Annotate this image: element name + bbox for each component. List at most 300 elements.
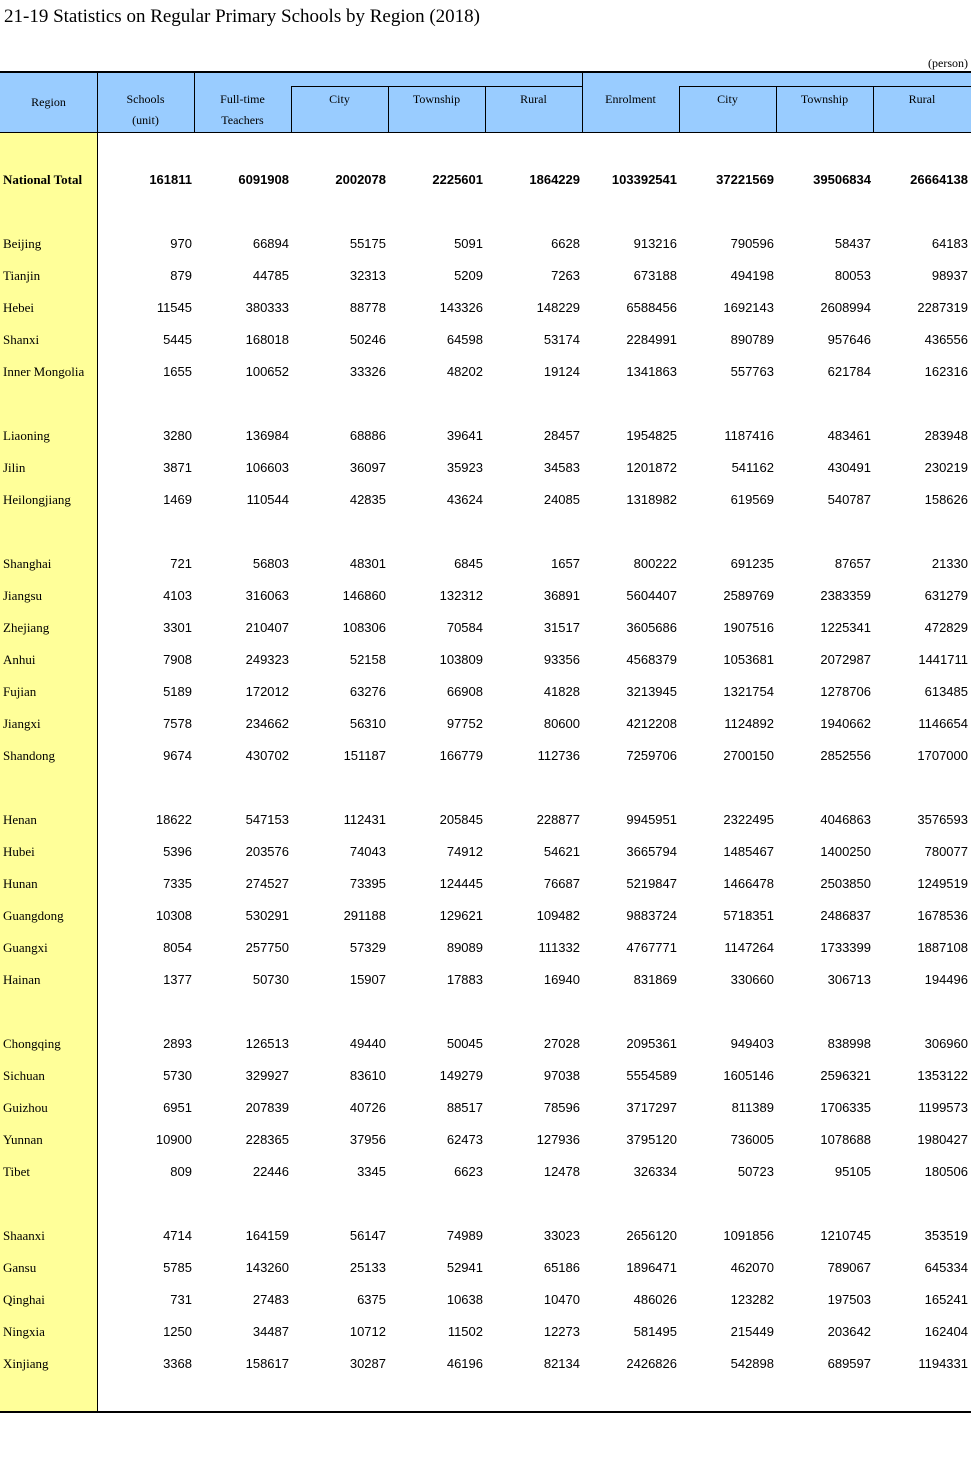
table-row <box>0 812 971 832</box>
cell-teachers-city: 52158 <box>349 652 386 667</box>
cell-enrolment: 3665794 <box>626 844 677 859</box>
cell-enrolment-township: 1210745 <box>820 1228 871 1243</box>
cell-enrolment-rural: 162404 <box>924 1324 968 1339</box>
cell-enrolment: 1341863 <box>626 364 677 379</box>
cell-teachers-township: 39641 <box>446 428 483 443</box>
cell-enrolment-city: 1053681 <box>723 652 774 667</box>
cell-teachers-township: 52941 <box>446 1260 483 1275</box>
table-row <box>0 300 971 320</box>
row-region: Shanghai <box>3 556 52 571</box>
cell-teachers-rural: 127936 <box>536 1132 580 1147</box>
cell-teachers: 136984 <box>245 428 289 443</box>
cell-teachers-rural: 97038 <box>543 1068 580 1083</box>
cell-enrolment: 326334 <box>633 1164 677 1179</box>
cell-teachers-township: 149279 <box>439 1068 483 1083</box>
header-enrolment-township: Township <box>800 92 849 106</box>
cell-schools: 7578 <box>163 716 192 731</box>
cell-enrolment-township: 197503 <box>827 1292 871 1307</box>
table-row <box>0 844 971 864</box>
cell-teachers-rural: 53174 <box>543 332 580 347</box>
cell-teachers-city: 56147 <box>349 1228 386 1243</box>
cell-teachers: 430702 <box>245 748 289 763</box>
cell-teachers: 207839 <box>245 1100 289 1115</box>
cell-schools: 1469 <box>163 492 192 507</box>
row-region: National Total <box>3 172 83 187</box>
cell-enrolment-township: 2503850 <box>820 876 871 891</box>
cell-enrolment-rural: 230219 <box>924 460 968 475</box>
cell-teachers-city: 291188 <box>343 908 386 923</box>
cell-teachers-rural: 41828 <box>543 684 580 699</box>
cell-enrolment: 486026 <box>633 1292 677 1307</box>
row-region: Hubei <box>3 844 35 859</box>
cell-schools: 18622 <box>155 812 192 827</box>
cell-schools: 3368 <box>163 1356 192 1371</box>
cell-schools: 3280 <box>163 428 192 443</box>
cell-enrolment-city: 1466478 <box>723 876 774 891</box>
cell-teachers-city: 40726 <box>349 1100 386 1115</box>
cell-enrolment-city: 541162 <box>731 460 774 475</box>
cell-enrolment-rural: 436556 <box>924 332 968 347</box>
cell-enrolment: 3717297 <box>626 1100 677 1115</box>
cell-teachers-township: 124445 <box>439 876 483 891</box>
table-row <box>0 492 971 512</box>
cell-enrolment-rural: 645334 <box>924 1260 968 1275</box>
cell-enrolment-township: 1225341 <box>820 620 871 635</box>
cell-teachers-city: 30287 <box>349 1356 386 1371</box>
cell-teachers: 126513 <box>245 1036 289 1051</box>
cell-teachers-rural: 228877 <box>536 812 580 827</box>
cell-enrolment-township: 540787 <box>827 492 871 507</box>
header-teachers-line1: Full-time <box>220 92 265 106</box>
cell-teachers-city: 57329 <box>349 940 386 955</box>
cell-enrolment-city: 215449 <box>730 1324 774 1339</box>
cell-enrolment-rural: 180506 <box>924 1164 968 1179</box>
cell-teachers-rural: 1864229 <box>529 172 580 187</box>
table-row <box>0 1292 971 1312</box>
row-region: Guangdong <box>3 908 64 923</box>
header-teachers <box>194 89 291 131</box>
cell-schools: 731 <box>170 1292 192 1307</box>
cell-enrolment-city: 50723 <box>737 1164 774 1179</box>
cell-enrolment-city: 1605146 <box>723 1068 774 1083</box>
cell-enrolment-rural: 1887108 <box>917 940 968 955</box>
cell-enrolment: 7259706 <box>626 748 677 763</box>
cell-teachers: 274527 <box>245 876 289 891</box>
cell-teachers-township: 5209 <box>454 268 483 283</box>
sub-header-rule-left <box>291 86 582 87</box>
cell-teachers-township: 129621 <box>439 908 483 923</box>
row-region: Hainan <box>3 972 41 987</box>
cell-enrolment: 1896471 <box>626 1260 677 1275</box>
cell-schools: 879 <box>170 268 192 283</box>
cell-teachers-rural: 1657 <box>551 556 580 571</box>
cell-enrolment-township: 483461 <box>827 428 871 443</box>
divider-city <box>388 86 389 132</box>
cell-teachers-township: 10638 <box>446 1292 483 1307</box>
cell-teachers-rural: 93356 <box>543 652 580 667</box>
row-region: Tianjin <box>3 268 41 283</box>
cell-enrolment-township: 95105 <box>834 1164 871 1179</box>
cell-teachers-city: 63276 <box>349 684 386 699</box>
cell-schools: 3871 <box>163 460 192 475</box>
cell-teachers-township: 43624 <box>446 492 483 507</box>
cell-enrolment-rural: 780077 <box>924 844 968 859</box>
cell-teachers-rural: 28457 <box>543 428 580 443</box>
cell-enrolment-city: 5718351 <box>723 908 774 923</box>
cell-teachers-city: 146860 <box>342 588 386 603</box>
cell-teachers-township: 5091 <box>454 236 483 251</box>
divider-enrolment <box>582 72 583 132</box>
row-region: Anhui <box>3 652 36 667</box>
cell-teachers-rural: 76687 <box>543 876 580 891</box>
cell-schools: 5730 <box>163 1068 192 1083</box>
cell-teachers-township: 46196 <box>446 1356 483 1371</box>
unit-label: (person) <box>928 56 968 70</box>
row-region: Gansu <box>3 1260 37 1275</box>
cell-teachers-city: 50246 <box>349 332 386 347</box>
cell-enrolment-rural: 1353122 <box>917 1068 968 1083</box>
cell-enrolment-rural: 26664138 <box>910 172 968 187</box>
cell-teachers-township: 103809 <box>439 652 483 667</box>
cell-teachers-city: 25133 <box>349 1260 386 1275</box>
cell-teachers: 34487 <box>252 1324 289 1339</box>
table-row <box>0 1356 971 1376</box>
cell-enrolment-township: 1940662 <box>820 716 871 731</box>
cell-teachers-rural: 36891 <box>543 588 580 603</box>
cell-enrolment: 2426826 <box>626 1356 677 1371</box>
cell-schools: 10308 <box>155 908 192 923</box>
cell-enrolment-city: 949403 <box>730 1036 774 1051</box>
table-row <box>0 908 971 928</box>
cell-teachers-rural: 31517 <box>543 620 580 635</box>
row-region: Shanxi <box>3 332 40 347</box>
cell-enrolment-rural: 613485 <box>924 684 968 699</box>
cell-teachers: 158617 <box>245 1356 289 1371</box>
table-row <box>0 748 971 768</box>
cell-enrolment-city: 890789 <box>730 332 774 347</box>
cell-enrolment: 913216 <box>633 236 677 251</box>
cell-teachers-rural: 54621 <box>543 844 580 859</box>
row-region: Sichuan <box>3 1068 45 1083</box>
cell-enrolment-township: 2596321 <box>820 1068 871 1083</box>
sub-header-rule-right <box>679 86 971 87</box>
table-row <box>0 684 971 704</box>
cell-teachers-rural: 12273 <box>543 1324 580 1339</box>
cell-enrolment: 5554589 <box>626 1068 677 1083</box>
cell-teachers: 329927 <box>245 1068 289 1083</box>
cell-enrolment-city: 790596 <box>730 236 774 251</box>
cell-teachers-city: 49440 <box>349 1036 386 1051</box>
cell-enrolment: 5219847 <box>626 876 677 891</box>
cell-teachers: 50730 <box>252 972 289 987</box>
cell-teachers-rural: 112736 <box>537 748 580 763</box>
cell-teachers-city: 42835 <box>349 492 386 507</box>
table-row <box>0 332 971 352</box>
cell-teachers-rural: 6628 <box>551 236 580 251</box>
cell-teachers: 6091908 <box>238 172 289 187</box>
row-region: Jiangxi <box>3 716 41 731</box>
cell-teachers-rural: 24085 <box>543 492 580 507</box>
cell-enrolment-city: 619569 <box>730 492 774 507</box>
cell-enrolment: 2095361 <box>626 1036 677 1051</box>
cell-enrolment: 673188 <box>633 268 677 283</box>
table-row <box>0 1260 971 1280</box>
cell-enrolment: 3795120 <box>626 1132 677 1147</box>
cell-teachers-city: 6375 <box>357 1292 386 1307</box>
cell-enrolment: 3605686 <box>626 620 677 635</box>
cell-teachers-township: 66908 <box>446 684 483 699</box>
cell-teachers-city: 32313 <box>349 268 386 283</box>
cell-teachers-township: 97752 <box>446 716 483 731</box>
table-top-border <box>0 71 971 73</box>
cell-enrolment-township: 957646 <box>827 332 871 347</box>
cell-teachers: 22446 <box>252 1164 289 1179</box>
divider-enrol-township <box>776 86 777 132</box>
cell-teachers-city: 55175 <box>349 236 386 251</box>
cell-teachers: 172012 <box>245 684 289 699</box>
cell-enrolment-rural: 1678536 <box>917 908 968 923</box>
header-schools-line1: Schools <box>126 92 165 106</box>
cell-teachers-township: 6623 <box>454 1164 483 1179</box>
header-enrolment-city: City <box>717 92 738 106</box>
cell-enrolment-township: 203642 <box>827 1324 871 1339</box>
cell-enrolment-city: 2322495 <box>723 812 774 827</box>
cell-teachers-township: 64598 <box>446 332 483 347</box>
cell-schools: 4714 <box>163 1228 192 1243</box>
cell-enrolment-rural: 353519 <box>924 1228 968 1243</box>
cell-enrolment-city: 2589769 <box>723 588 774 603</box>
cell-teachers-rural: 82134 <box>543 1356 580 1371</box>
cell-enrolment-township: 2852556 <box>820 748 871 763</box>
cell-schools: 161811 <box>149 172 192 187</box>
cell-schools: 7335 <box>163 876 192 891</box>
cell-teachers-rural: 16940 <box>543 972 580 987</box>
table-row <box>0 556 971 576</box>
cell-enrolment: 9883724 <box>626 908 677 923</box>
cell-schools: 10900 <box>155 1132 192 1147</box>
cell-teachers-rural: 33023 <box>543 1228 580 1243</box>
cell-schools: 809 <box>170 1164 192 1179</box>
row-region: Henan <box>3 812 37 827</box>
cell-schools: 4103 <box>163 588 192 603</box>
cell-teachers-city: 3345 <box>357 1164 386 1179</box>
table-row <box>0 172 971 192</box>
cell-teachers-township: 48202 <box>446 364 483 379</box>
header-teachers-township: Township <box>412 92 461 106</box>
cell-enrolment-rural: 1441711 <box>918 652 968 667</box>
cell-enrolment-township: 306713 <box>827 972 871 987</box>
row-region: Beijing <box>3 236 42 251</box>
table-row <box>0 236 971 256</box>
cell-teachers: 228365 <box>245 1132 289 1147</box>
cell-enrolment: 9945951 <box>626 812 677 827</box>
cell-teachers-city: 108306 <box>342 620 386 635</box>
cell-enrolment-township: 1278706 <box>820 684 871 699</box>
cell-enrolment-township: 789067 <box>827 1260 871 1275</box>
cell-teachers: 316063 <box>245 588 289 603</box>
cell-teachers: 168018 <box>245 332 289 347</box>
cell-teachers-township: 6845 <box>454 556 483 571</box>
cell-teachers-rural: 65186 <box>543 1260 580 1275</box>
cell-teachers: 143260 <box>245 1260 289 1275</box>
cell-enrolment-rural: 162316 <box>924 364 968 379</box>
table-row <box>0 1164 971 1184</box>
cell-schools: 9674 <box>163 748 192 763</box>
cell-enrolment: 2284991 <box>626 332 677 347</box>
cell-enrolment-township: 2383359 <box>820 588 871 603</box>
cell-teachers: 164159 <box>245 1228 289 1243</box>
row-region: Shandong <box>3 748 55 763</box>
cell-enrolment-city: 494198 <box>730 268 774 283</box>
cell-teachers-rural: 109482 <box>536 908 580 923</box>
cell-teachers-township: 205845 <box>439 812 483 827</box>
cell-teachers-city: 37956 <box>349 1132 386 1147</box>
divider-teachers <box>291 86 292 132</box>
table-row <box>0 940 971 960</box>
cell-teachers-city: 88778 <box>349 300 386 315</box>
cell-enrolment-city: 736005 <box>730 1132 774 1147</box>
cell-enrolment-city: 557763 <box>730 364 774 379</box>
cell-enrolment-township: 430491 <box>827 460 871 475</box>
row-region: Yunnan <box>3 1132 43 1147</box>
cell-teachers-township: 17883 <box>446 972 483 987</box>
region-column-background <box>0 133 97 1412</box>
table-row <box>0 1036 971 1056</box>
cell-enrolment-township: 39506834 <box>813 172 871 187</box>
cell-enrolment-city: 2700150 <box>723 748 774 763</box>
cell-schools: 3301 <box>163 620 192 635</box>
row-region: Jilin <box>3 460 26 475</box>
row-region: Hebei <box>3 300 35 315</box>
cell-teachers: 547153 <box>245 812 289 827</box>
cell-schools: 1250 <box>163 1324 192 1339</box>
row-region: Ningxia <box>3 1324 45 1339</box>
cell-teachers-city: 68886 <box>349 428 386 443</box>
cell-enrolment: 2656120 <box>626 1228 677 1243</box>
header-bottom-border <box>0 132 971 133</box>
cell-teachers: 110544 <box>246 492 289 507</box>
table-row <box>0 876 971 896</box>
cell-enrolment: 3213945 <box>626 684 677 699</box>
cell-teachers-city: 112431 <box>343 812 386 827</box>
cell-teachers: 203576 <box>245 844 289 859</box>
cell-teachers-city: 48301 <box>349 556 386 571</box>
cell-enrolment-rural: 98937 <box>931 268 968 283</box>
cell-enrolment-city: 1692143 <box>723 300 774 315</box>
cell-enrolment-rural: 306960 <box>924 1036 968 1051</box>
cell-enrolment-city: 1187416 <box>724 428 774 443</box>
cell-teachers-township: 35923 <box>446 460 483 475</box>
cell-schools: 5396 <box>163 844 192 859</box>
cell-enrolment-city: 1147264 <box>724 940 774 955</box>
row-region: Guizhou <box>3 1100 48 1115</box>
cell-enrolment-city: 330660 <box>730 972 774 987</box>
cell-enrolment-rural: 165241 <box>924 1292 968 1307</box>
cell-enrolment-rural: 283948 <box>924 428 968 443</box>
cell-enrolment-city: 462070 <box>730 1260 774 1275</box>
row-region: Liaoning <box>3 428 50 443</box>
cell-enrolment-rural: 21330 <box>931 556 968 571</box>
cell-teachers: 530291 <box>245 908 289 923</box>
cell-enrolment-township: 58437 <box>834 236 871 251</box>
cell-teachers-township: 70584 <box>446 620 483 635</box>
cell-enrolment: 103392541 <box>611 172 677 187</box>
cell-enrolment-rural: 2287319 <box>917 300 968 315</box>
cell-enrolment-rural: 1707000 <box>917 748 968 763</box>
table-row <box>0 1228 971 1248</box>
cell-teachers-city: 2002078 <box>335 172 386 187</box>
cell-teachers-township: 74912 <box>446 844 483 859</box>
cell-schools: 7908 <box>163 652 192 667</box>
table-row <box>0 1068 971 1088</box>
row-region: Shaanxi <box>3 1228 45 1243</box>
cell-schools: 1377 <box>163 972 192 987</box>
cell-teachers-rural: 12478 <box>543 1164 580 1179</box>
cell-teachers: 249323 <box>245 652 289 667</box>
cell-teachers-township: 74989 <box>446 1228 483 1243</box>
table-bottom-border <box>0 1411 971 1413</box>
table-row <box>0 364 971 384</box>
cell-teachers-township: 88517 <box>446 1100 483 1115</box>
cell-teachers-rural: 34583 <box>543 460 580 475</box>
header-enrolment-rural: Rural <box>908 92 936 106</box>
cell-enrolment-rural: 194496 <box>924 972 968 987</box>
table-row <box>0 716 971 736</box>
cell-enrolment-city: 1485467 <box>723 844 774 859</box>
cell-teachers-city: 83610 <box>349 1068 386 1083</box>
cell-teachers-rural: 111332 <box>538 940 580 955</box>
cell-schools: 11545 <box>156 300 192 315</box>
cell-enrolment-rural: 1980427 <box>917 1132 968 1147</box>
cell-enrolment-township: 2486837 <box>820 908 871 923</box>
cell-enrolment-rural: 64183 <box>931 236 968 251</box>
cell-enrolment: 1318982 <box>626 492 677 507</box>
cell-enrolment-city: 1321754 <box>723 684 774 699</box>
cell-schools: 2893 <box>163 1036 192 1051</box>
page-title: 21-19 Statistics on Regular Primary Schools by Region (2018) <box>4 6 481 27</box>
cell-enrolment-rural: 158626 <box>924 492 968 507</box>
cell-enrolment-township: 4046863 <box>820 812 871 827</box>
cell-teachers: 257750 <box>245 940 289 955</box>
divider-enrol-rural <box>873 86 874 132</box>
row-region: Qinghai <box>3 1292 45 1307</box>
cell-enrolment-rural: 1194331 <box>918 1356 968 1371</box>
cell-enrolment-rural: 1146654 <box>918 716 968 731</box>
cell-enrolment-city: 1907516 <box>723 620 774 635</box>
cell-teachers: 27483 <box>252 1292 289 1307</box>
cell-enrolment-township: 2608994 <box>820 300 871 315</box>
cell-schools: 8054 <box>163 940 192 955</box>
cell-enrolment-rural: 1249519 <box>917 876 968 891</box>
cell-teachers-rural: 7263 <box>551 268 580 283</box>
cell-teachers-city: 73395 <box>349 876 386 891</box>
cell-enrolment: 581495 <box>633 1324 677 1339</box>
cell-teachers-rural: 78596 <box>543 1100 580 1115</box>
header-teachers-city: City <box>329 92 350 106</box>
table-row <box>0 268 971 288</box>
row-region: Jiangsu <box>3 588 42 603</box>
cell-enrolment-rural: 3576593 <box>917 812 968 827</box>
cell-enrolment-city: 811389 <box>731 1100 774 1115</box>
cell-teachers-city: 36097 <box>349 460 386 475</box>
cell-enrolment-rural: 1199573 <box>918 1100 968 1115</box>
cell-teachers-township: 132312 <box>439 588 483 603</box>
divider-township <box>485 86 486 132</box>
row-region: Chongqing <box>3 1036 61 1051</box>
row-region: Xinjiang <box>3 1356 49 1371</box>
cell-enrolment-city: 542898 <box>730 1356 774 1371</box>
cell-teachers-township: 166779 <box>439 748 483 763</box>
